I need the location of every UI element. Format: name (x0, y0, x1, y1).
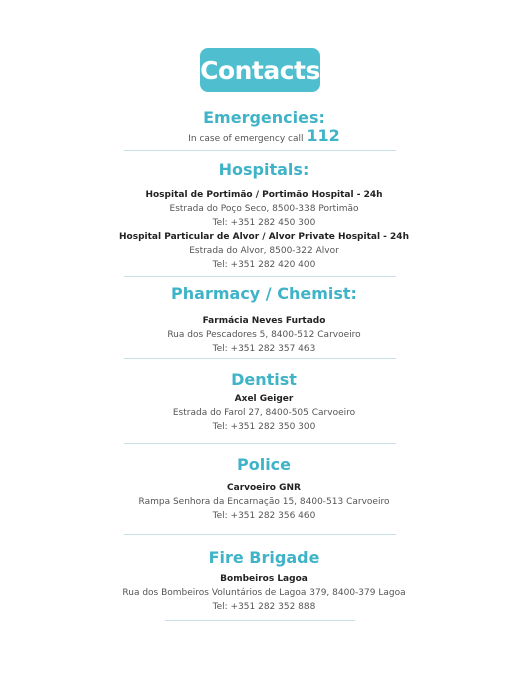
fire-brigade-tel[interactable]: Tel: +351 282 352 888 (212, 602, 316, 612)
hospital-name: Hospital de Portimão / Portimão Hospital - 24h (145, 190, 383, 200)
police-address: Rampa Senhora da Encarnação 15, 8400-513 Carvoeiro (138, 497, 390, 507)
pharmacy-address: Rua dos Pescadores 5, 8400-512 Carvoeiro (167, 330, 361, 340)
divider (124, 534, 396, 535)
hospital-name: Hospital Particular de Alvor / Alvor Private Hospital - 24h (119, 232, 409, 242)
dentist-name: Axel Geiger (234, 394, 294, 404)
divider (124, 443, 396, 444)
hospitals-section (0, 160, 528, 272)
police-section (0, 455, 528, 523)
divider (124, 358, 396, 359)
dentist-section (0, 370, 528, 434)
dentist-address: Estrada do Farol 27, 8400-505 Carvoeiro (172, 408, 356, 418)
hospital-address: Estrada do Poço Seco, 8500-338 Portimão (169, 204, 359, 214)
fire-brigade-address: Rua dos Bombeiros Voluntários de Lagoa 379, 8400-379 Lagoa (122, 588, 406, 598)
dentist-heading: Dentist (231, 370, 297, 389)
fire-brigade-heading: Fire Brigade (208, 548, 320, 567)
police-heading: Police (236, 455, 292, 474)
hospital-tel[interactable]: Tel: +351 282 420 400 (212, 260, 316, 270)
hospitals-heading: Hospitals: (218, 160, 310, 179)
emergencies-heading: Emergencies: (203, 108, 325, 127)
police-name: Carvoeiro GNR (227, 483, 301, 493)
divider (124, 150, 396, 151)
emergency-text: In case of emergency call (188, 134, 304, 144)
pharmacy-heading: Pharmacy / Chemist: (171, 284, 357, 303)
police-tel[interactable]: Tel: +351 282 356 460 (212, 511, 316, 521)
emergencies-section (0, 108, 528, 147)
pharmacy-name: Farmácia Neves Furtado (202, 316, 326, 326)
emergency-line (0, 128, 528, 147)
divider (124, 276, 396, 277)
pharmacy-tel[interactable]: Tel: +351 282 357 463 (212, 344, 316, 354)
fire-brigade-section (0, 548, 528, 614)
pharmacy-section (0, 284, 528, 356)
hospital-address: Estrada do Alvor, 8500-322 Alvor (189, 246, 339, 256)
page-title: Contacts (200, 48, 320, 92)
dentist-tel[interactable]: Tel: +351 282 350 300 (212, 422, 316, 432)
fire-brigade-name: Bombeiros Lagoa (220, 574, 308, 584)
emergency-number[interactable]: 112 (306, 126, 340, 145)
divider (165, 620, 355, 621)
hospital-tel[interactable]: Tel: +351 282 450 300 (212, 218, 316, 228)
